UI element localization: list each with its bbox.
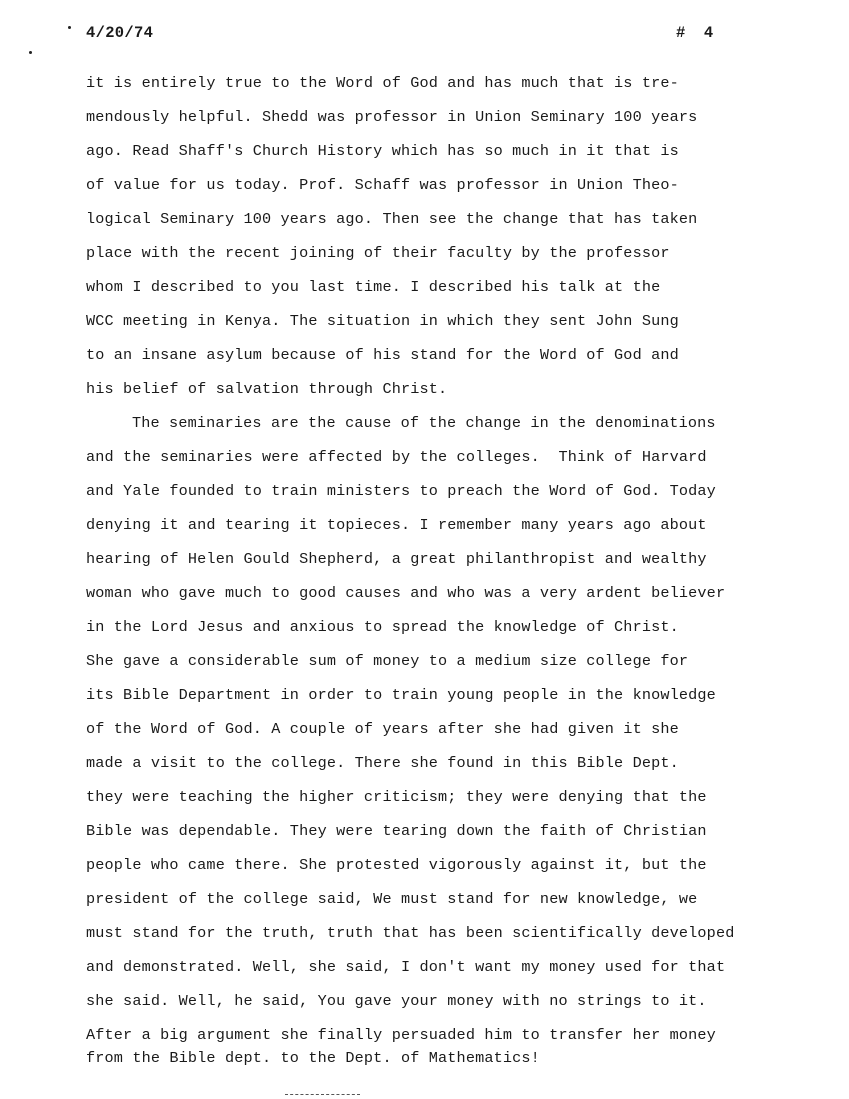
page-number: # 4 (676, 24, 714, 42)
text-line: people who came there. She protested vigorously against it, but the (86, 856, 707, 874)
text-line: his belief of salvation through Christ. (86, 380, 448, 398)
text-line: and Yale founded to train ministers to preach the Word of God. Today (86, 482, 716, 500)
paragraph-start-line: The seminaries are the cause of the change in the denominations (132, 414, 716, 432)
text-line: mendously helpful. Shedd was professor in Union Seminary 100 years (86, 108, 698, 126)
text-line: of the Word of God. A couple of years after she had given it she (86, 720, 679, 738)
letter-body (86, 66, 826, 1070)
text-line: Bible was dependable. They were tearing down the faith of Christian (86, 822, 707, 840)
bottom-rule (285, 1094, 360, 1095)
text-line: it is entirely true to the Word of God and has much that is tre- (86, 74, 679, 92)
text-line: whom I described to you last time. I described his talk at the (86, 278, 661, 296)
letter-date: 4/20/74 (86, 24, 154, 42)
text-line: its Bible Department in order to train young people in the knowledge (86, 686, 716, 704)
text-line: president of the college said, We must stand for new knowledge, we (86, 890, 698, 908)
text-line: hearing of Helen Gould Shepherd, a great philanthropist and wealthy (86, 550, 707, 568)
text-line: She gave a considerable sum of money to a medium size college for (86, 652, 689, 670)
ink-speck (68, 26, 71, 29)
text-line: denying it and tearing it topieces. I remember many years ago about (86, 516, 707, 534)
text-line: ago. Read Shaff's Church History which has so much in it that is (86, 142, 679, 160)
text-line: must stand for the truth, truth that has been scientifically developed (86, 924, 735, 942)
text-line: logical Seminary 100 years ago. Then see the change that has taken (86, 210, 698, 228)
text-line: and the seminaries were affected by the colleges. Think of Harvard (86, 448, 707, 466)
text-line: from the Bible dept. to the Dept. of Mathematics! (86, 1049, 540, 1067)
text-line: they were teaching the higher criticism; they were denying that the (86, 788, 707, 806)
text-line: place with the recent joining of their faculty by the professor (86, 244, 670, 262)
text-line: After a big argument she finally persuaded him to transfer her money (86, 1026, 716, 1044)
ink-speck (29, 51, 32, 54)
text-line: made a visit to the college. There she found in this Bible Dept. (86, 754, 679, 772)
text-line: WCC meeting in Kenya. The situation in which they sent John Sung (86, 312, 679, 330)
text-line: to an insane asylum because of his stand for the Word of God and (86, 346, 679, 364)
text-line: and demonstrated. Well, she said, I don't want my money used for that (86, 958, 726, 976)
text-line: in the Lord Jesus and anxious to spread the knowledge of Christ. (86, 618, 679, 636)
text-line: woman who gave much to good causes and who was a very ardent believer (86, 584, 726, 602)
text-line: of value for us today. Prof. Schaff was professor in Union Theo- (86, 176, 679, 194)
text-line: she said. Well, he said, You gave your money with no strings to it. (86, 992, 707, 1010)
